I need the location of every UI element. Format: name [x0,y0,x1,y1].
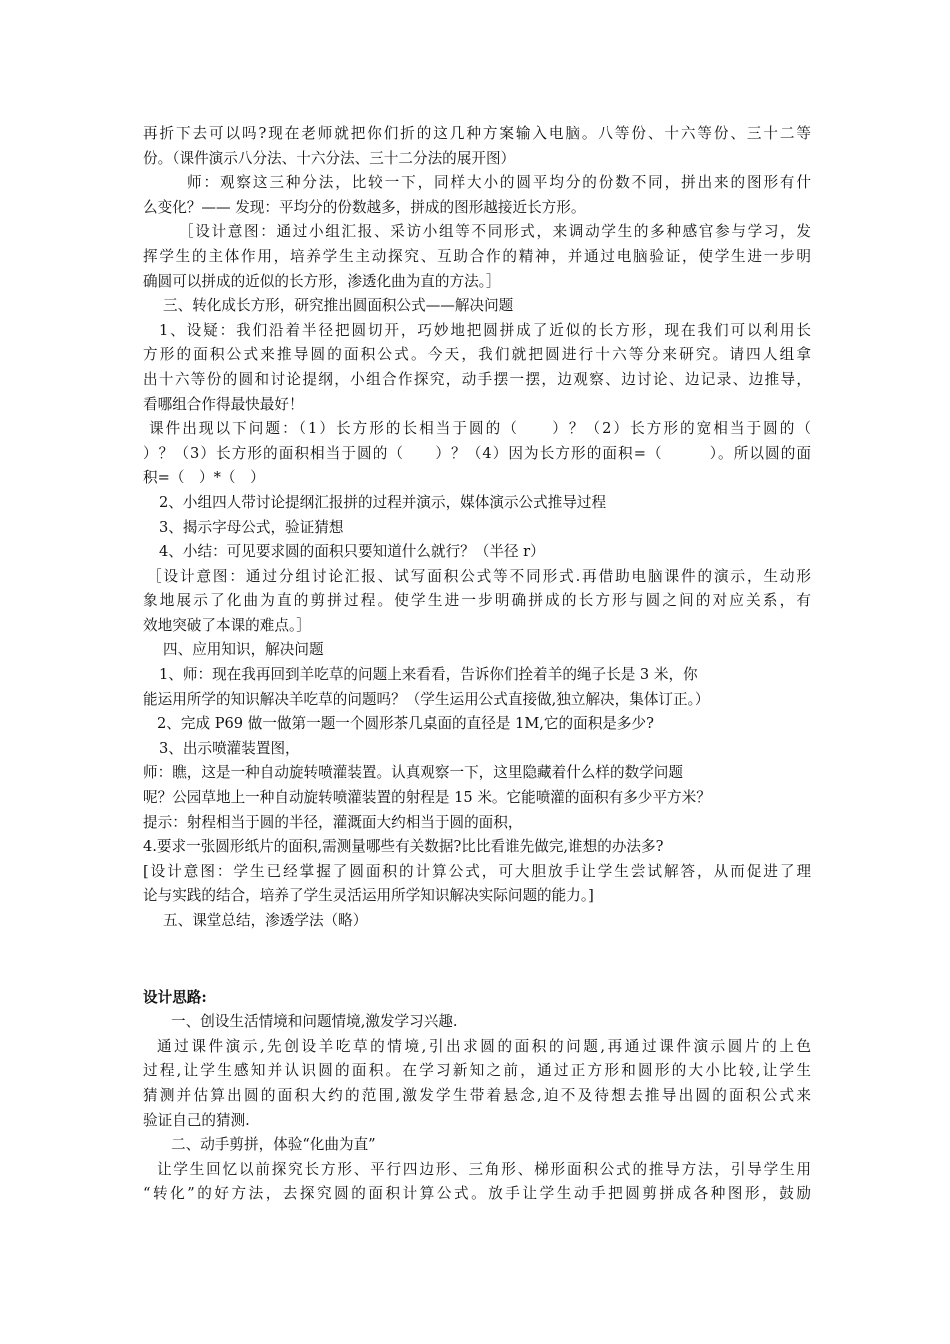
paragraph-line: 2、完成 P69 做一做第一题一个圆形茶几桌面的直径是 1M,它的面积是多少? [157,715,654,733]
paragraph-line: 1、师：现在我再回到羊吃草的问题上来看看，告诉你们拴着羊的绳子长是 3 米，你 [159,666,698,684]
section-title: 设计思路: [143,988,207,1006]
paragraph-line: 让学生回忆以前探究长方形、平行四边形、三角形、梯形面积公式的推导方法，引导学生用 [157,1160,811,1178]
paragraph-line: 课件出现以下问题：（1）长方形的长相当于圆的（ ）？（2）长方形的宽相当于圆的（ [149,420,811,438]
design-intent-line: 论与实践的结合，培养了学生灵活运用所学知识解决实际问题的能力。] [143,887,594,905]
paragraph-line: 方形的面积公式来推导圆的面积公式。今天，我们就把圆进行十六等分来研究。请四人组拿 [143,346,811,364]
paragraph-line: 3、出示喷灌装置图， [159,739,300,757]
paragraph-line: 份。（课件演示八分法、十六分法、三十二分法的展开图） [143,149,516,167]
paragraph-line: 4、小结：可见要求圆的面积只要知道什么就行？（半径 r） [159,543,545,561]
paragraph-line: 师：瞧，这是一种自动旋转喷灌装置。认真观察一下，这里隐藏着什么样的数学问题 [143,764,683,782]
section-heading: 四、应用知识，解决问题 [163,641,324,659]
design-intent-line: ［设计意图：通过分组讨论汇报、试写面积公式等不同形式.再借助电脑课件的演示，生动形 [147,567,811,585]
paragraph-line: 么变化？—— 发现：平均分的份数越多，拼成的图形越接近长方形。 [143,198,586,216]
blank-gap [143,934,811,986]
paragraph-line: 过程,让学生感知并认识圆的面积。在学习新知之前，通过正方形和圆形的大小比较,让学生 [143,1062,811,1080]
document-body [143,122,811,1207]
paragraph-line: 通过课件演示,先创设羊吃草的情境,引出求圆的面积的问题,再通过课件演示圆片的上色 [157,1037,811,1055]
paragraph-line: 师：观察这三种分法，比较一下，同样大小的圆平均分的份数不同，拼出来的图形有什 [187,174,811,192]
paragraph-line: “转化”的好方法，去探究圆的面积计算公式。放手让学生动手把圆剪拼成各种图形，鼓励 [143,1185,811,1203]
paragraph-line: 1、设疑：我们沿着半径把圆切开，巧妙地把圆拼成了近似的长方形，现在我们可以利用长 [159,321,811,339]
section-heading: 五、课堂总结，渗透学法（略） [163,912,368,929]
paragraph-line: 提示：射程相当于圆的半径，灌溉面大约相当于圆的面积， [143,813,523,831]
paragraph-line: 2、小组四人带讨论提纲汇报拼的过程并演示，媒体演示公式推导过程 [159,493,607,511]
design-intent-line: [设计意图：学生已经掌握了圆面积的计算公式，可大胆放手让学生尝试解答，从而促进了理 [143,862,811,880]
paragraph-line: 猜测并估算出圆的面积大约的范围,激发学生带着悬念,迫不及待想去推导出圆的面积公式来 [143,1086,811,1104]
paragraph-line: 3、揭示字母公式，验证猜想 [159,518,344,536]
subsection-heading: 二、动手剪拼，体验“化曲为直” [171,1136,376,1154]
paragraph-line: 积=（ ）*（ ） [143,469,265,487]
paragraph-line: 看哪组合作得最快最好！ [143,395,304,413]
paragraph-line: 出十六等份的圆和讨论提纲，小组合作探究，动手摆一摆，边观察、边讨论、边记录、边推导， [143,370,811,388]
paragraph-line: ）？（3）长方形的面积相当于圆的（ ）？（4）因为长方形的面积=（ ）。所以圆的面 [143,444,811,462]
section-heading: 三、转化成长方形，研究推出圆面积公式——解决问题 [163,297,514,315]
paragraph-line: 能运用所学的知识解决羊吃草的问题吗？（学生运用公式直接做,独立解决，集体订正。） [143,690,710,708]
subsection-heading: 一、创设生活情境和问题情境,激发学习兴趣. [171,1013,458,1031]
design-intent-line: 效地突破了本课的难点。］ [143,616,311,634]
design-intent-line: 象地展示了化曲为直的剪拼过程。使学生进一步明确拼成的长方形与圆之间的对应关系，有 [143,592,811,610]
paragraph-line: 再折下去可以吗?现在老师就把你们折的这几种方案输入电脑。八等份、十六等份、三十二等 [143,125,811,142]
design-intent-line: 确圆可以拼成的近似的长方形，渗透化曲为直的方法。］ [143,272,501,290]
paragraph-line: 验证自己的猜测. [143,1111,250,1129]
paragraph-line: 呢？公园草地上一种自动旋转喷灌装置的射程是 15 米。它能喷灌的面积有多少平方米？ [143,789,711,807]
design-intent-line: 挥学生的主体作用，培养学生主动探究、互助合作的精神，并通过电脑验证，使学生进一步明 [143,247,811,265]
design-intent-line: ［设计意图：通过小组汇报、采访小组等不同形式，来调动学生的多种感官参与学习，发 [179,223,811,241]
paragraph-line: 4.要求一张圆形纸片的面积,需测量哪些有关数据?比比看谁先做完,谁想的办法多? [143,838,664,856]
